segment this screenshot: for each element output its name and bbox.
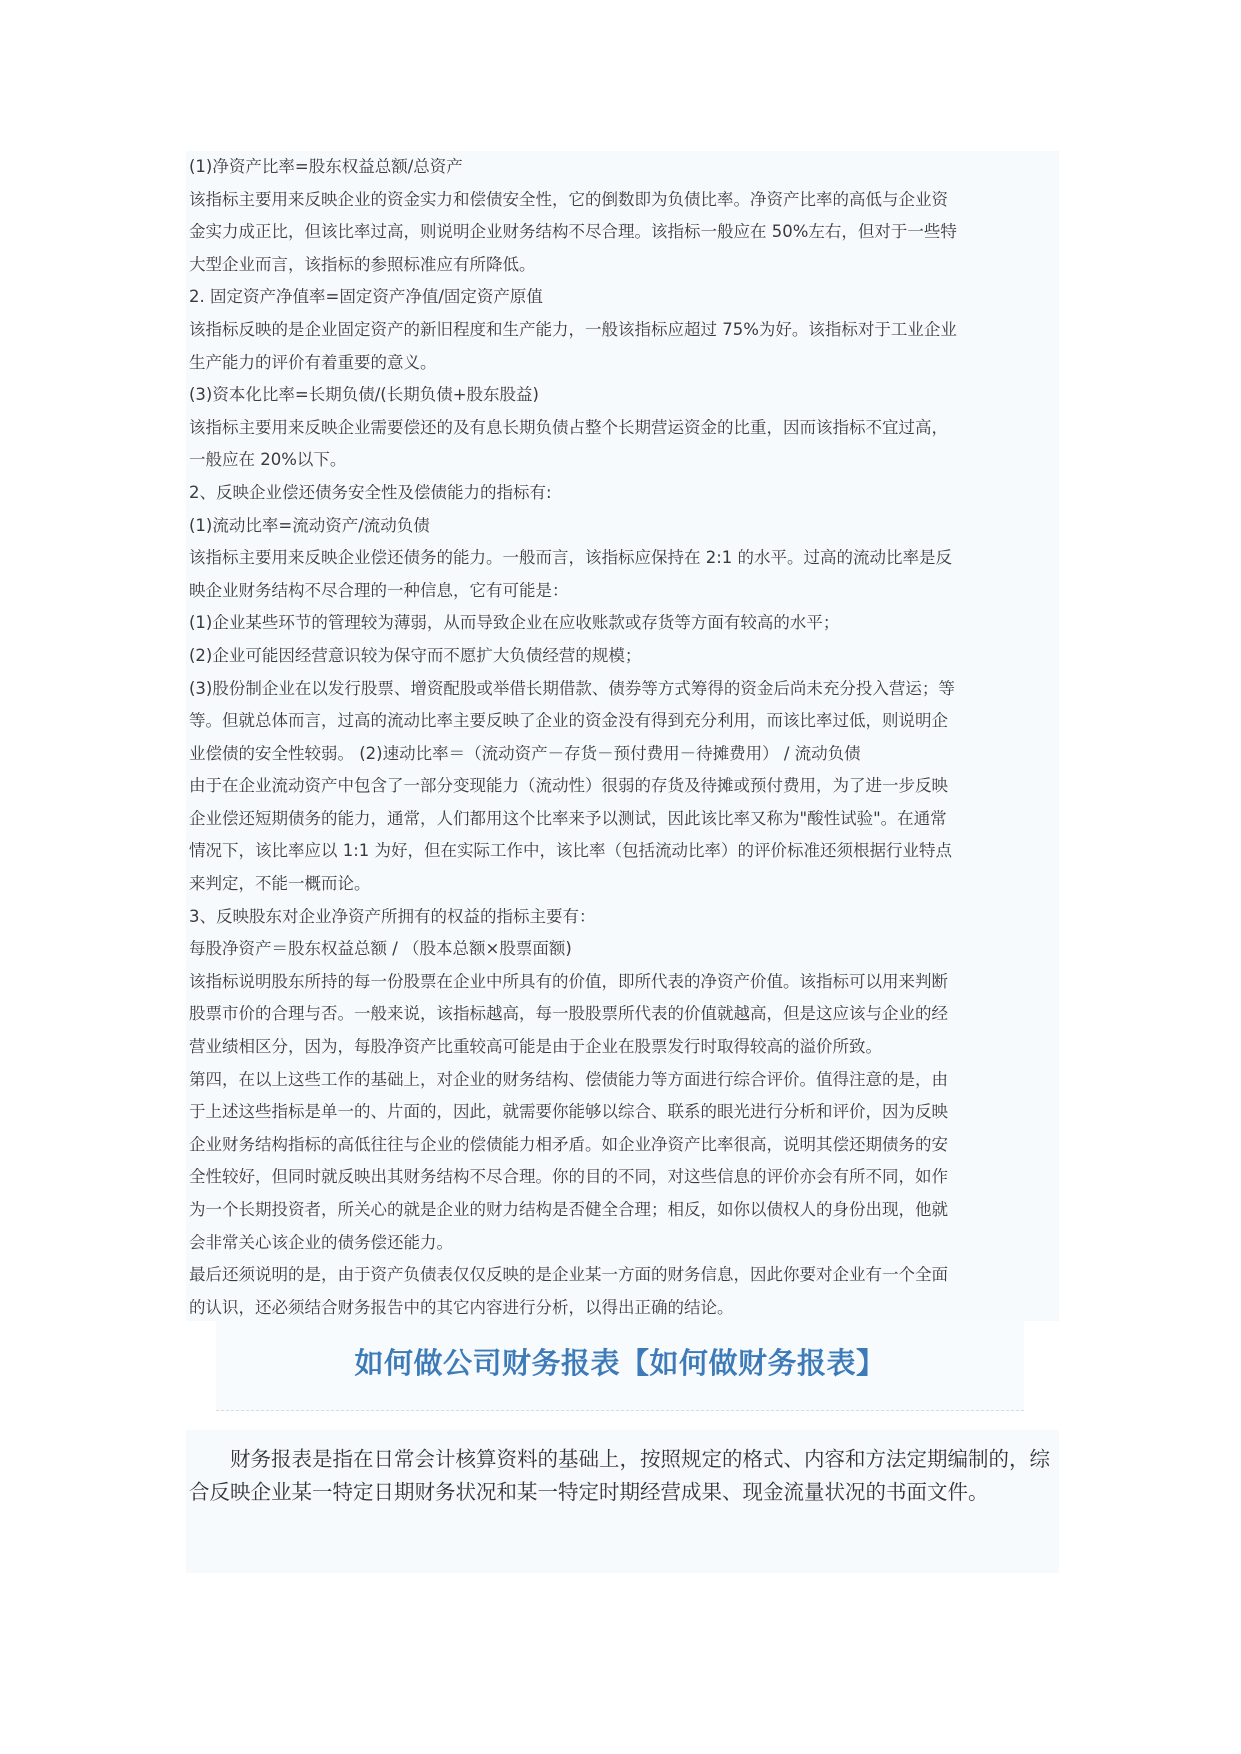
section-title-box bbox=[216, 1321, 1024, 1411]
article-line: 营业绩相区分，因为，每股净资产比重较高可能是由于企业在股票发行时取得较高的溢价所致。 bbox=[189, 1037, 882, 1057]
article-line: 于上述这些指标是单一的、片面的，因此，就需要你能够以综合、联系的眼光进行分析和评价，因为反映 bbox=[189, 1102, 948, 1122]
article-body bbox=[186, 151, 1059, 1321]
article-line: (1)企业某些环节的管理较为薄弱，从而导致企业在应收账款或存货等方面有较高的水平； bbox=[189, 613, 840, 633]
article-line: 3、反映股东对企业净资产所拥有的权益的指标主要有： bbox=[189, 906, 596, 926]
article-line: 2、反映企业偿还债务安全性及偿债能力的指标有: bbox=[189, 482, 552, 502]
article-line: 股票市价的合理与否。一般来说，该指标越高，每一股股票所代表的价值就越高，但是这应该与企业的经 bbox=[189, 1004, 948, 1024]
article-line: 金实力成正比，但该比率过高，则说明企业财务结构不尽合理。该指标一般应在 50%左右，但对于一些特 bbox=[189, 222, 957, 242]
article-line: 每股净资产＝股东权益总额 / （股本总额×股票面额) bbox=[189, 939, 572, 959]
article-line: 该指标主要用来反映企业的资金实力和偿债安全性，它的倒数即为负债比率。净资产比率的高低与企业资 bbox=[189, 189, 948, 209]
article-line: 情况下，该比率应以 1:1 为好，但在实际工作中，该比率（包括流动比率）的评价标准还须根据行业特点 bbox=[189, 841, 953, 861]
article-line: 该指标说明股东所持的每一份股票在企业中所具有的价值，即所代表的净资产价值。该指标可以用来判断 bbox=[189, 971, 948, 991]
article-line: (3)股份制企业在以发行股票、增资配股或举借长期借款、债券等方式筹得的资金后尚未充分投入营运；等 bbox=[189, 678, 955, 698]
article-line: 该指标主要用来反映企业偿还债务的能力。一般而言，该指标应保持在 2:1 的水平。过高的流动比率是反 bbox=[189, 548, 953, 568]
article-line: 生产能力的评价有着重要的意义。 bbox=[189, 352, 437, 372]
article-line: 会非常关心该企业的债务偿还能力。 bbox=[189, 1232, 453, 1252]
article-line: (3)资本化比率=长期负债/(长期负债+股东股益) bbox=[189, 385, 539, 405]
article-line: 一般应在 20%以下。 bbox=[189, 450, 347, 470]
article-line: 来判定，不能一概而论。 bbox=[189, 874, 371, 894]
article-line: 业偿债的安全性较弱。 (2)速动比率＝（流动资产－存货－预付费用－待摊费用） / 流动负债 bbox=[189, 743, 861, 763]
article-line: 该指标主要用来反映企业需要偿还的及有息长期负债占整个长期营运资金的比重，因而该指标不宜过高， bbox=[189, 417, 948, 437]
article-line: (1)净资产比率=股东权益总额/总资产 bbox=[189, 157, 463, 176]
article-line: (2)企业可能因经营意识较为保守而不愿扩大负债经营的规模； bbox=[189, 645, 642, 665]
article-line: 大型企业而言，该指标的参照标准应有所降低。 bbox=[189, 254, 536, 274]
intro-box bbox=[186, 1430, 1059, 1573]
article-line: 2. 固定资产净值率=固定资产净值/固定资产原值 bbox=[189, 287, 543, 307]
article-line: 该指标反映的是企业固定资产的新旧程度和生产能力，一般该指标应超过 75%为好。该指标对于工业企业 bbox=[189, 319, 957, 339]
article-line: 企业财务结构指标的高低往往与企业的偿债能力相矛盾。如企业净资产比率很高，说明其偿还期债务的安 bbox=[189, 1134, 948, 1154]
article-line: 由于在企业流动资产中包含了一部分变现能力（流动性）很弱的存货及待摊或预付费用，为了进一步反映 bbox=[189, 776, 948, 796]
article-line: 的认识，还必须结合财务报告中的其它内容进行分析，以得出正确的结论。 bbox=[189, 1297, 734, 1317]
article-line: 全性较好，但同时就反映出其财务结构不尽合理。你的目的不同，对这些信息的评价亦会有所不同，如作 bbox=[189, 1167, 948, 1187]
article-line: 映企业财务结构不尽合理的一种信息，它有可能是： bbox=[189, 580, 569, 600]
section-title: 如何做公司财务报表【如何做财务报表】 bbox=[354, 1346, 886, 1380]
article-line: 等。但就总体而言，过高的流动比率主要反映了企业的资金没有得到充分利用，而该比率过低，则说明企 bbox=[189, 711, 948, 731]
intro-paragraph: 财务报表是指在日常会计核算资料的基础上，按照规定的格式、内容和方法定期编制的，综合反映企业某一特定日期财务状况和某一特定时期经营成果、现金流量状况的书面文件。 bbox=[189, 1447, 1050, 1504]
article-line: (1)流动比率=流动资产/流动负债 bbox=[189, 515, 430, 535]
article-line: 企业偿还短期债务的能力，通常，人们都用这个比率来予以测试，因此该比率又称为"酸性试验"。在通常 bbox=[189, 808, 947, 828]
article-line: 第四，在以上这些工作的基础上，对企业的财务结构、偿债能力等方面进行综合评价。值得注意的是，由 bbox=[189, 1069, 948, 1089]
article-line: 最后还须说明的是，由于资产负债表仅仅反映的是企业某一方面的财务信息，因此你要对企业有一个全面 bbox=[189, 1265, 948, 1285]
article-line: 为一个长期投资者，所关心的就是企业的财力结构是否健全合理；相反，如你以债权人的身份出现，他就 bbox=[189, 1200, 948, 1219]
